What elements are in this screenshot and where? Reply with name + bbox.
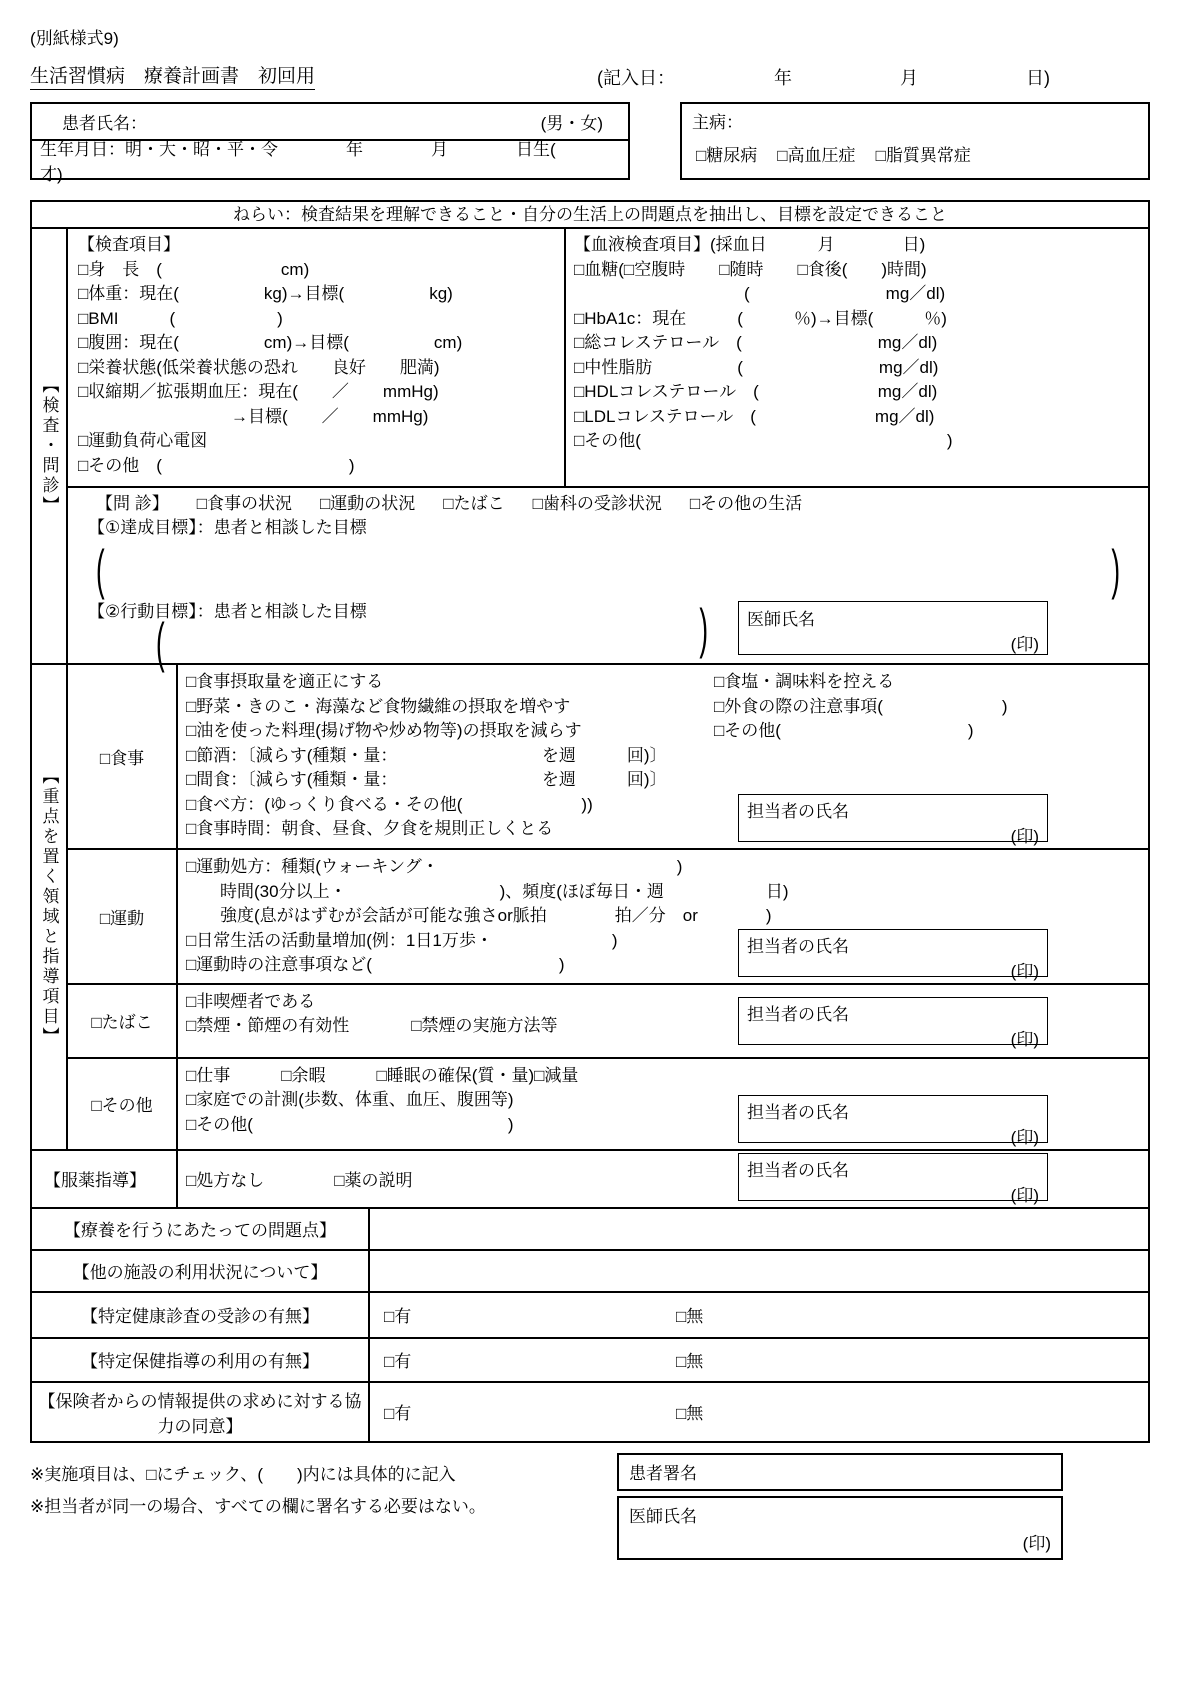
patient-name-label: 患者氏名： — [62, 114, 147, 133]
interview-label: 【問 診】 — [96, 494, 169, 513]
exercise-time-frequency-line: 時間(30分以上・ )、頻度(ほぼ毎日・週 日) — [186, 881, 789, 901]
close-paren-glyph: ) — [699, 596, 708, 660]
checkbox-blood-pressure[interactable]: □収縮期／拡張期血圧：現在( ／ mmHg) — [78, 382, 439, 401]
medication-guidance-row — [32, 1151, 1148, 1209]
checkbox-exercise-prescription[interactable]: □運動処方：種類(ウォーキング・ ) — [186, 857, 683, 876]
checkbox-diabetes[interactable]: □糖尿病 — [696, 146, 758, 165]
checkbox-diet-oil[interactable]: □油を使った料理(揚げ物や炒め物等)の摂取を減らす — [186, 721, 582, 740]
checkbox-total-cholesterol[interactable]: □総コレステロール ( mg／dl) — [574, 333, 938, 352]
page-title: 生活習慣病 療養計画書 初回用 — [30, 61, 315, 90]
behavior-goal-section — [68, 596, 1148, 674]
doctor-signature-box[interactable] — [617, 1496, 1063, 1560]
checkbox-hdl-cholesterol[interactable]: □HDLコレステロール ( mg／dl) — [574, 382, 938, 401]
insurer-consent-label: 【保険者からの情報提供の求めに対する協力の同意】 — [32, 1383, 370, 1441]
staff-name-box[interactable] — [738, 794, 1048, 846]
medication-guidance-label: 【服薬指導】 — [32, 1151, 178, 1207]
staff-name-label: 担当者の氏名 — [747, 1004, 849, 1024]
open-paren-glyph: ( — [96, 537, 105, 601]
checkbox-dyslipidemia[interactable]: □脂質異常症 — [875, 146, 971, 165]
focus-areas-rows — [68, 665, 1148, 1149]
main-disease-box — [680, 102, 1150, 180]
checkbox-quit-method[interactable]: □禁煙の実施方法等 — [411, 1016, 558, 1035]
exam-interview-section — [32, 229, 1148, 674]
checkbox-home-measurement[interactable]: □家庭での計測(歩数、体重、血圧、腹囲等) — [186, 1090, 514, 1109]
fill-date-field: (記入日： 年 月 日) — [597, 68, 1050, 88]
checkbox-category-exercise[interactable]: □運動 — [68, 850, 178, 983]
staff-name-box[interactable] — [738, 997, 1048, 1049]
form-style-note: (別紙様式9) — [30, 29, 119, 48]
checkbox-dental-status[interactable]: □歯科の受診状況 — [532, 494, 662, 513]
birthdate-row[interactable]: 生年月日：明・大・昭・平・令 年 月 日生( 才) — [40, 139, 607, 184]
other-facilities-field[interactable] — [370, 1251, 1148, 1291]
staff-seal-label: (印) — [1010, 1185, 1039, 1205]
checkbox-consent-no[interactable]: □無 — [676, 1404, 704, 1423]
exam-interview-vertical-label: 【検査・問診】 — [32, 229, 68, 663]
doctor-name-label: 医師氏名 — [747, 610, 815, 629]
checkbox-nutrition-status[interactable]: □栄養状態(低栄養状態の恐れ 良好 肥満) — [78, 357, 440, 377]
specific-checkup-row — [32, 1293, 1148, 1339]
checkbox-no-prescription[interactable]: □処方なし — [186, 1171, 265, 1190]
checkbox-hba1c[interactable]: □HbA1c：現在 ( ％)→目標( ％) — [574, 308, 947, 328]
footnotes — [30, 1453, 604, 1560]
treatment-problems-label: 【療養を行うにあたっての問題点】 — [32, 1209, 370, 1249]
checkbox-hypertension[interactable]: □高血圧症 — [777, 146, 856, 165]
checkbox-height[interactable]: □身 長 ( cm) — [78, 259, 310, 279]
checkbox-medicine-explanation[interactable]: □薬の説明 — [334, 1171, 413, 1190]
other-facilities-row — [32, 1251, 1148, 1293]
focus-areas-section — [32, 665, 1148, 1151]
staff-name-box[interactable] — [738, 1095, 1048, 1147]
title-row — [30, 61, 1150, 90]
diet-row — [68, 665, 1148, 850]
staff-seal-label: (印) — [1010, 827, 1039, 846]
signature-column — [617, 1453, 1063, 1560]
checkbox-exercise-status[interactable]: □運動の状況 — [320, 494, 416, 513]
checkbox-checkup-no[interactable]: □無 — [676, 1307, 704, 1326]
doctor-name-box[interactable] — [738, 601, 1048, 655]
top-boxes — [30, 102, 1150, 184]
doctor-signature-label: 医師氏名 — [629, 1506, 697, 1526]
exam-items-title: 【検査項目】 — [78, 235, 180, 254]
diet-row-content — [178, 665, 1148, 848]
staff-name-label: 担当者の氏名 — [747, 936, 849, 956]
checkbox-diet-salt[interactable]: □食塩・調味料を控える — [714, 672, 895, 691]
medication-guidance-content — [178, 1151, 1148, 1207]
achievement-goal-field[interactable] — [68, 537, 1148, 601]
blood-glucose-value-line: ( mg／dl) — [574, 284, 946, 303]
checkbox-triglycerides[interactable]: □中性脂肪 ( mg／dl) — [574, 357, 939, 377]
checkbox-guidance-yes[interactable]: □有 — [384, 1352, 412, 1371]
other-area-row — [68, 1059, 1148, 1149]
checkbox-exam-other[interactable]: □その他 ( ) — [78, 455, 355, 475]
sex-choice[interactable]: (男・女) — [540, 114, 603, 133]
interview-row — [68, 488, 1148, 515]
checkbox-consent-yes[interactable]: □有 — [384, 1404, 412, 1423]
patient-info-box — [30, 102, 630, 184]
blood-test-column — [566, 229, 1148, 486]
insurer-consent-options — [370, 1383, 1148, 1441]
checkbox-category-tobacco[interactable]: □たばこ — [68, 985, 178, 1057]
checkbox-category-other[interactable]: □その他 — [68, 1059, 178, 1149]
blood-test-title: 【血液検査項目】(採血日 月 日) — [574, 235, 926, 254]
doctor-seal-label: (印) — [1010, 635, 1039, 654]
checkbox-category-diet[interactable]: □食事 — [68, 665, 178, 848]
behavior-goal-label: 【②行動目標】：患者と相談した目標 — [88, 602, 367, 621]
checkbox-exercise-daily-activity[interactable]: □日常生活の活動量増加(例：1日1万歩・ ) — [186, 930, 618, 950]
checkbox-guidance-no[interactable]: □無 — [676, 1352, 704, 1371]
checkbox-waist[interactable]: □腹囲：現在( cm)→目標( cm) — [78, 333, 463, 352]
checkbox-blood-glucose[interactable]: □血糖(□空腹時 □随時 □食後( )時間) — [574, 259, 927, 279]
exam-interview-content — [68, 229, 1148, 674]
exercise-row-content — [178, 850, 1148, 983]
treatment-problems-row — [32, 1209, 1148, 1251]
close-paren-glyph: ) — [1111, 537, 1120, 601]
checkbox-diet-alcohol[interactable]: □節酒：〔減らす(種類・量： を週 回)〕 — [186, 745, 667, 765]
staff-seal-label: (印) — [1010, 961, 1039, 981]
exercise-intensity-line: 強度(息がはずむが会話が可能な強さor脈拍 拍／分 or ) — [186, 906, 772, 925]
tobacco-row — [68, 985, 1148, 1059]
specific-guidance-row — [32, 1339, 1148, 1383]
staff-name-box[interactable] — [738, 929, 1048, 981]
main-disease-options — [692, 141, 1138, 166]
checkbox-other-other[interactable]: □その他( ) — [186, 1114, 514, 1134]
checkbox-weight[interactable]: □体重：現在( kg)→目標( kg) — [78, 284, 453, 303]
exam-columns — [68, 229, 1148, 488]
staff-seal-label: (印) — [1010, 1029, 1039, 1049]
staff-name-label: 担当者の氏名 — [747, 802, 849, 821]
tobacco-row-content — [178, 985, 1148, 1057]
checkbox-nonsmoker[interactable]: □非喫煙者である — [186, 991, 316, 1011]
aim-statement: ねらい：検査結果を理解できること・自分の生活上の問題点を抽出し、目標を設定できること — [32, 202, 1148, 229]
staff-name-label: 担当者の氏名 — [747, 1160, 849, 1180]
checkbox-diet-status[interactable]: □食事の状況 — [196, 494, 293, 513]
checkbox-diet-fiber[interactable]: □野菜・きのこ・海藻など食物繊維の摂取を増やす — [186, 696, 571, 716]
specific-checkup-options — [370, 1293, 1148, 1337]
checkbox-exercise-precautions[interactable]: □運動時の注意事項など( ) — [186, 955, 565, 974]
behavior-goal-field[interactable] — [68, 596, 738, 674]
footnote-check-instruction: ※実施項目は、□にチェック、( )内には具体的に記入 — [30, 1464, 456, 1484]
specific-guidance-label: 【特定保健指導の利用の有無】 — [32, 1339, 370, 1381]
specific-checkup-label: 【特定健康診査の受診の有無】 — [32, 1293, 370, 1337]
specific-guidance-options — [370, 1339, 1148, 1381]
doctor-signature-seal: (印) — [1022, 1533, 1051, 1553]
staff-seal-label: (印) — [1010, 1127, 1039, 1147]
checkbox-diet-other[interactable]: □その他( ) — [714, 721, 974, 740]
footer — [30, 1453, 1150, 1560]
footnote-signature-instruction: ※担当者が同一の場合、すべての欄に署名する必要はない。 — [30, 1496, 486, 1516]
checkbox-stress-ecg[interactable]: □運動負荷心電図 — [78, 431, 208, 450]
other-facilities-label: 【他の施設の利用状況について】 — [32, 1251, 370, 1291]
achievement-goal-label: 【①達成目標】：患者と相談した目標 — [88, 518, 367, 537]
insurer-consent-row — [32, 1383, 1148, 1441]
checkbox-diet-snacking[interactable]: □間食：〔減らす(種類・量： を週 回)〕 — [186, 770, 667, 789]
checkbox-work-leisure-sleep-weightloss[interactable]: □仕事 □余暇 □睡眠の確保(質・量)□減量 — [186, 1065, 579, 1085]
checkbox-diet-meal-timing[interactable]: □食事時間：朝食、昼食、夕食を規則正しくとる — [186, 819, 554, 838]
patient-signature-box[interactable] — [617, 1453, 1063, 1491]
diet-left-items — [186, 670, 714, 842]
treatment-problems-field[interactable] — [370, 1209, 1148, 1249]
staff-name-box[interactable] — [738, 1153, 1048, 1205]
focus-areas-vertical-label: 【重点を置く領域と指導項目】 — [32, 665, 68, 1149]
checkbox-checkup-yes[interactable]: □有 — [384, 1307, 412, 1326]
staff-name-label: 担当者の氏名 — [747, 1102, 849, 1122]
other-row-content — [178, 1059, 1148, 1149]
checkbox-tobacco-status[interactable]: □たばこ — [443, 494, 505, 513]
blood-pressure-target-line: →目標( ／ mmHg) — [78, 406, 429, 426]
exercise-row — [68, 850, 1148, 985]
checkbox-ldl-cholesterol[interactable]: □LDLコレステロール ( mg／dl) — [574, 406, 935, 426]
open-paren-glyph: ( — [156, 610, 165, 674]
exam-items-column — [68, 229, 566, 486]
checkbox-diet-intake[interactable]: □食事摂取量を適正にする — [186, 672, 384, 691]
checkbox-diet-eating-out[interactable]: □外食の際の注意事項( ) — [714, 696, 1008, 716]
main-form-table — [30, 200, 1150, 1443]
patient-signature-label: 患者署名 — [629, 1464, 697, 1483]
checkbox-diet-eating-style[interactable]: □食べ方：(ゆっくり食べる・その他( )) — [186, 794, 593, 814]
checkbox-bmi[interactable]: □BMI ( ) — [78, 308, 283, 328]
main-disease-label: 主病： — [692, 113, 743, 132]
checkbox-quit-effectiveness[interactable]: □禁煙・節煙の有効性 — [186, 1016, 350, 1035]
checkbox-other-life-status[interactable]: □その他の生活 — [689, 494, 803, 513]
achievement-goal-section — [68, 515, 1148, 601]
checkbox-blood-other[interactable]: □その他( ) — [574, 431, 953, 450]
